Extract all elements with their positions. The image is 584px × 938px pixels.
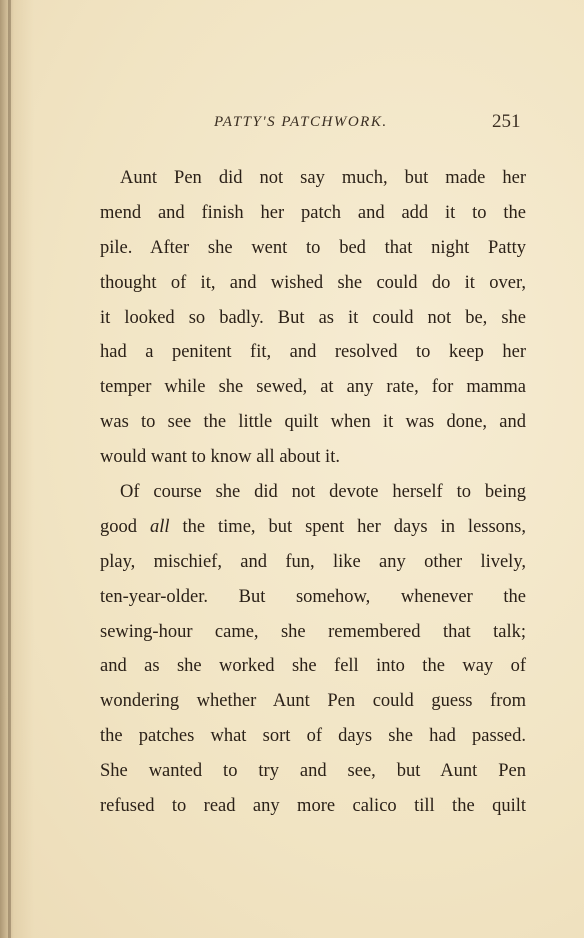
text-line: thought of it, and wished she could do it over, <box>100 272 526 293</box>
text-line: and as she worked she fell into the way of <box>100 656 526 677</box>
text-line-with-emphasis <box>100 510 526 545</box>
text-line: would want to know all about it. <box>100 447 340 468</box>
page-number: 251 <box>492 111 521 132</box>
text-line: refused to read any more calico till the quilt <box>100 796 526 817</box>
emphasized-word: all <box>149 516 170 537</box>
text-line: pile. After she went to bed that night Patty <box>100 237 526 258</box>
text-line: She wanted to try and see, but Aunt Pen <box>100 761 526 782</box>
text-line: the patches what sort of days she had passed. <box>100 726 526 747</box>
text-line: play, mischief, and fun, like any other lively, <box>100 551 526 572</box>
text-segment: good <box>100 516 150 537</box>
text-line: Of course she did not devote herself to being <box>120 482 526 503</box>
text-line: Aunt Pen did not say much, but made her <box>120 168 526 188</box>
page-gutter-shadow <box>8 0 11 938</box>
text-line: sewing-hour came, she remembered that talk; <box>100 621 526 642</box>
text-line: was to see the little quilt when it was done, and <box>100 412 526 433</box>
text-line: wondering whether Aunt Pen could guess from <box>100 691 526 712</box>
text-line: it looked so badly. But as it could not be, she <box>100 307 526 328</box>
running-title: PATTY'S PATCHWORK. <box>214 114 388 130</box>
body-text <box>100 161 526 824</box>
text-line: mend and finish her patch and add it to the <box>100 202 526 223</box>
running-header <box>0 111 584 138</box>
text-line: ten-year-older. But somehow, whenever the <box>100 586 526 607</box>
text-line: temper while she sewed, at any rate, for mamma <box>100 377 526 398</box>
text-segment: the time, but spent her days in lessons, <box>169 516 527 537</box>
text-line: had a penitent fit, and resolved to keep her <box>100 342 526 363</box>
